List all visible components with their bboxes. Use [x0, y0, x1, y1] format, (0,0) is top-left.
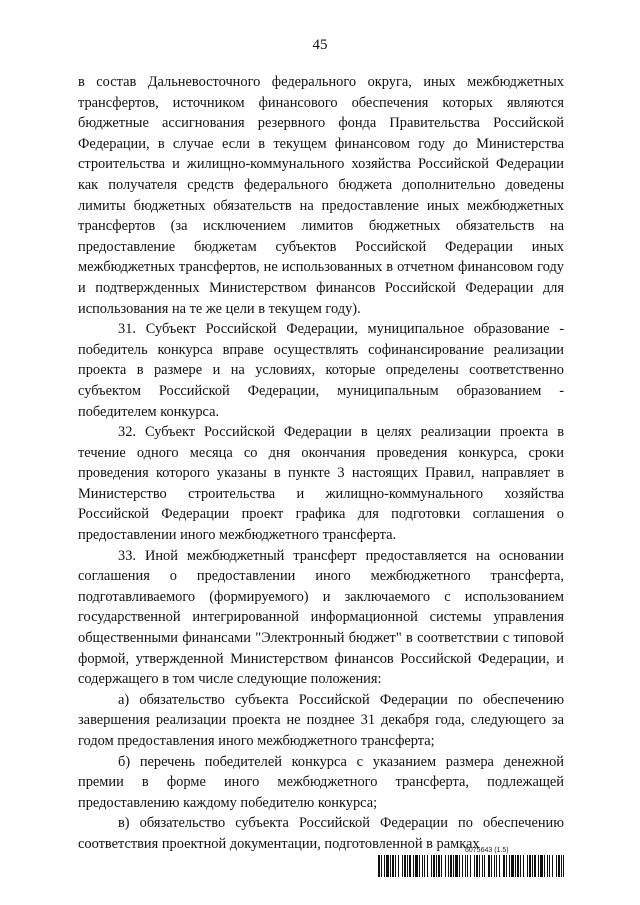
paragraph-continuation: в состав Дальневосточного федерального округа, иных межбюджетных трансфертов, источником финансового обеспечения которых являются бюджетные ассигнования резервного фонда Правительства Российской Федерации, в случае если в текущем финансовом году до Министерства строительства и жилищно-коммунального хозяйства Российской Федерации как получателя средств федерального бюджета дополнительно доведены лимиты бюджетных обязательств на предоставление иных межбюджетных трансфертов (за исключением лимитов бюджетных обязательств на предоставление бюджетам субъектов Российской Федерации иных межбюджетных трансфертов, не использованных в отчетном финансовом году и подтвержденных Министерством финансов Российской Федерации для использования на те же цели в текущем году). — [78, 74, 564, 317]
barcode-label: 6075643 (1.5) — [465, 847, 509, 854]
paragraph-32: 32. Субъект Российской Федерации в целях реализации проекта в течение одного месяца со дня окончания проведения конкурса, сроки проведения которого указаны в пункте 3 настоящих Правил, направляет в Министерство строительства и жилищно-коммунального хозяйства Российской Федерации проект графика для подготовки соглашения о предоставлении иного межбюджетного трансферта. — [78, 424, 564, 544]
barcode-image — [378, 855, 564, 877]
subparagraph-a: а) обязательство субъекта Российской Федерации по обеспечению завершения реализации проекта не позднее 31 декабря года, следующего за годом предоставления иного межбюджетного трансферта; — [78, 691, 564, 749]
page-number: 45 — [312, 37, 328, 53]
paragraph-33: 33. Иной межбюджетный трансферт предоставляется на основании соглашения о предоставлении иного межбюджетного трансферта, подготавливаемого (формируемого) и заключаемого с использованием государственной интегрированной информационной системы управления общественными финансами "Электронный бюджет" в соответствии с типовой формой, утвержденной Министерством финансов Российской Федерации, и содержащего в том числе следующие положения: — [78, 547, 564, 688]
paragraph-31: 31. Субъект Российской Федерации, муниципальное образование - победитель конкурса вправе осуществлять софинансирование реализации проекта в размере и на условиях, которые определены соответственно субъектом Российской Федерации, муниципальным образованием - победителем конкурса. — [78, 321, 564, 420]
document-body — [78, 72, 564, 855]
subparagraph-v: в) обязательство субъекта Российской Федерации по обеспечению соответствия проектной документации, подготовленной в рамках — [78, 815, 564, 852]
subparagraph-b: б) перечень победителей конкурса с указанием размера денежной премии в форме иного межбюджетного трансферта, подлежащей предоставлению каждому победителю конкурса; — [78, 753, 564, 811]
